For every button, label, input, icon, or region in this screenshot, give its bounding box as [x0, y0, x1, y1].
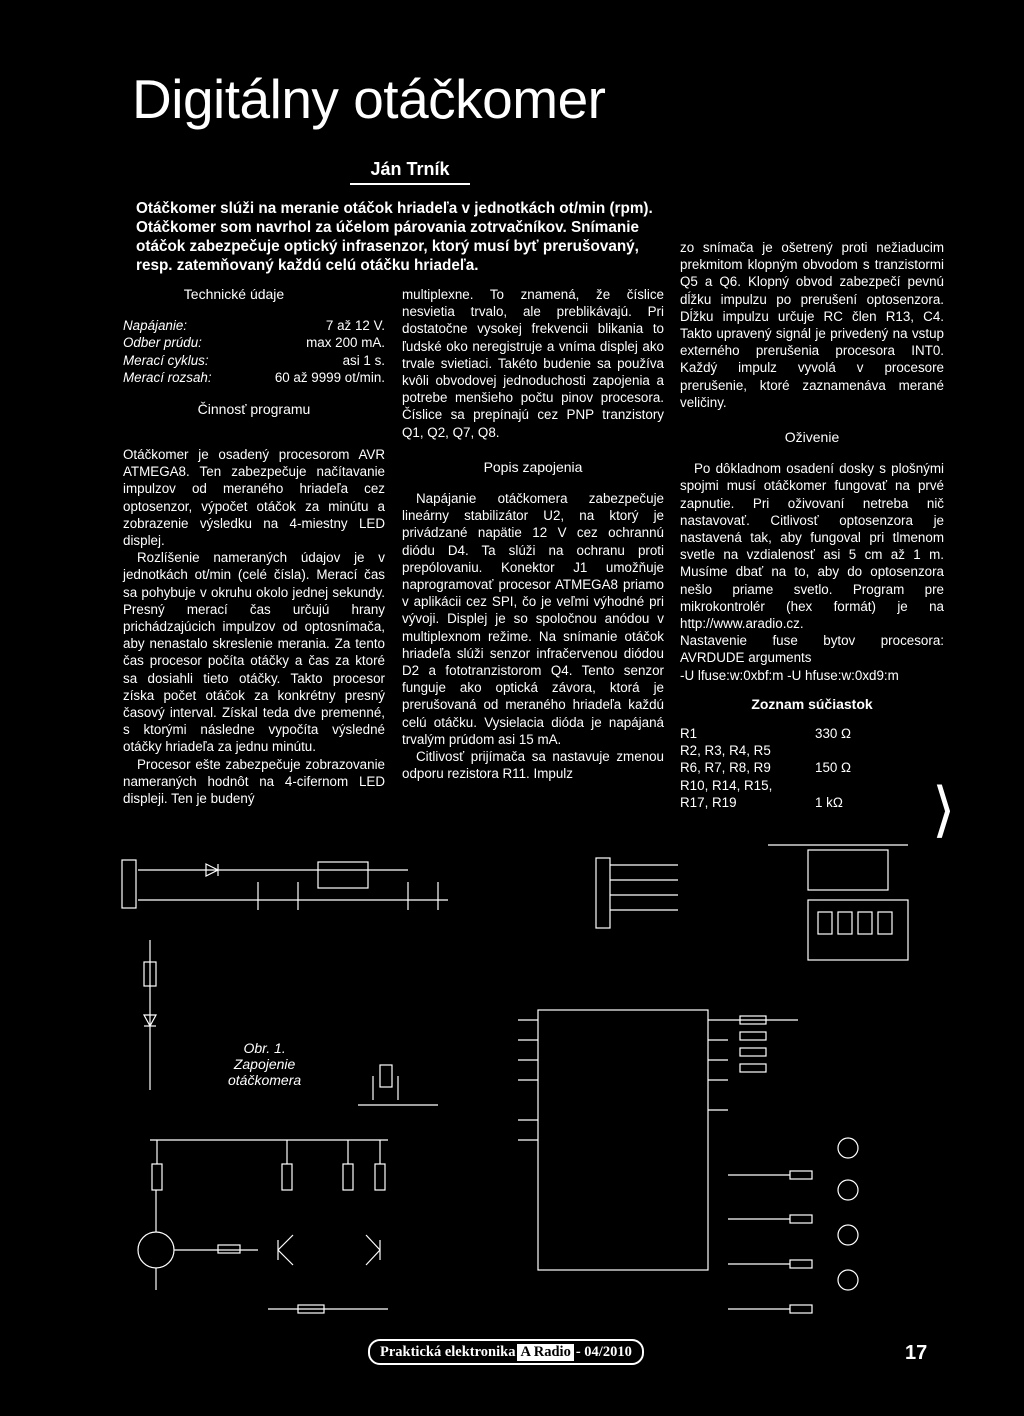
paragraph: Rozlíšenie nameraných údajov je v jednotkách ot/min (celé čísla). Merací čas sa pohybuje v okruhu okolo jednej sekundy. Presný merací čas určujú hrany prichádzajúcich impulzov od optosnímača, aby nenastalo skreslenie merania. Za tento čas procesor počíta otáčky a čas za ktoré sa dosiahli tieto otáčky. Takto procesor získa počet otáčok za konkrétny presný časový interval. Získal teda dve premenné, s ktorými následne vypočíta výsledné otáčky hriadeľa za jednu minútu.: [123, 550, 385, 755]
figure-caption: [228, 1040, 301, 1088]
parts-row: [680, 777, 944, 794]
caption-line: Zapojenie: [233, 1056, 296, 1072]
parts-row: [680, 725, 944, 742]
part-names: R17, R19: [680, 794, 737, 810]
parts-row: [680, 794, 944, 811]
column-1: [123, 446, 385, 807]
paragraph: -U lfuse:w:0xbf:m -U hfuse:w:0xd9:m: [680, 667, 899, 683]
technical-specs: [123, 286, 385, 386]
spec-value: asi 1 s.: [342, 352, 385, 368]
paragraph: Nastavenie fuse bytov procesora: AVRDUDE arguments: [680, 633, 944, 666]
part-value: [815, 742, 875, 759]
section-heading-program: [123, 401, 385, 418]
paragraph: Po dôkladnom osadení dosky s plošnými spojmi musí otáčkomer fungovať na prvé zapnutie. Pri oživovaní netreba nič nastavovať. Citlivosť optosenzora je nastavená tak, aby fungoval pri tlmenom svetle na vzdialenosť asi 5 cm až 1 m. Musíme dbať na to, aby do optosenzora nešlo priame svetlo. Program pre mikrokontrolér (hex formát) je na http://www.aradio.cz.: [680, 461, 944, 632]
caption-line: Obr. 1.: [243, 1040, 286, 1056]
part-names: R1: [680, 726, 698, 742]
magazine-subtitle: A Radio: [517, 1344, 573, 1361]
intro-paragraph: [136, 199, 676, 275]
part-names: R10, R14, R15,: [680, 777, 773, 793]
part-value: [815, 777, 875, 794]
page-title: Digitálny otáčkomer: [132, 68, 606, 130]
spec-row: [123, 334, 385, 351]
paragraph: Procesor ešte zabezpečuje zobrazovanie nameraných hodnôt na 4-cifernom LED displeji. Ten je budený: [123, 756, 385, 807]
paragraph: multiplexne. To znamená, že číslice nesvietia trvalo, ale preblikávajú. Pri dostatočne vysokej frekvencii blikania to ľudské oko neregistruje a vníma displej ako trvale svietiaci. Takéto budenie sa používa kvôli obvodovej jednoduchosti zapojenia a potrebe menšieho počtu pinov procesora. Číslice sa prepínajú cez PNP tranzistory Q1, Q2, Q7, Q8.: [402, 287, 664, 440]
heading-startup: Oživenie: [784, 429, 840, 446]
spec-key: Merací cyklus:: [123, 352, 209, 368]
column-2: [402, 286, 664, 782]
spec-value: 60 až 9999 ot/min.: [274, 369, 385, 385]
part-names: R6, R7, R8, R9: [680, 760, 771, 776]
bracket-decoration: ⟩: [932, 776, 956, 843]
paragraph: Otáčkomer je osadený procesorom AVR ATMEGA8. Ten zabezpečuje načítavanie impulzov od meraného hriadeľa cez optosenzor, výpočet otáčok za minútu a zobrazenie výsledku na 4-miestny LED displej.: [123, 447, 385, 549]
issue-number: - 04/2010: [575, 1343, 632, 1360]
spec-key: Napájanie:: [123, 318, 188, 334]
spec-key: Odber prúdu:: [123, 335, 202, 351]
paragraph: zo snímača je ošetrený proti nežiaducim prekmitom klopným obvodom s tranzistormi Q5 a Q6. Klopný obvod zabezpečí pevnú dĺžku impulzu po prerušení optosenzora. Dĺžku impulzu určuje RC člen R13, C4. Takto upravený signál je privedený na vstup externého prerušenia procesora INT0. Každý impulz vyvolá v procesore prerušenie, ktoré zaznamenáva merané veličiny.: [680, 240, 944, 410]
paragraph: Napájanie otáčkomera zabezpečuje lineárny stabilizátor U2, na ktorý je privádzané napätie 12 V cez ochrannú diódu D4. Ta slúži na ochranu proti prepólovaniu. Konektor J1 umožňuje naprogramovať procesor ATMEGA8 priamo v aplikácii cez SPI, čo je veľmi výhodné pri vývoji. Displej je so spoločnou anódou v multiplexnom režime. Na snímanie otáčok hriadeľa slúži senzor infračervenou diódou D2 a fototranzistorom Q4. Tento senzor funguje ako optická závora, ktorá je prerušovaná od meraného hriadeľa každú celú otáčku. Vysielacia dióda je napájaná trvalým prúdom asi 15 mA.: [402, 491, 664, 747]
spec-row: [123, 369, 385, 386]
author-name: Ján Trník: [350, 160, 470, 185]
intro-text: Otáčkomer slúži na meranie otáčok hriadeľa v jednotkách ot/min (rpm). Otáčkomer som navrhol za účelom párovania zotrvačníkov. Snímanie otáčok zabezpečuje optický infrasenzor, ktorý musí byť prerušovaný, resp. zatemňovaný každú celú otáčku hriadeľa.: [136, 200, 653, 274]
magazine-name: Praktická elektronika: [380, 1343, 516, 1360]
part-value: 150 Ω: [815, 760, 852, 776]
spec-value: 7 až 12 V.: [325, 318, 385, 334]
parts-row: [680, 759, 944, 776]
paragraph: Citlivosť prijímača sa nastavuje zmenou odporu rezistora R11. Impulz: [402, 749, 664, 782]
part-value: 1 kΩ: [815, 794, 843, 810]
specs-heading: Technické údaje: [183, 286, 285, 302]
spec-row: [123, 317, 385, 334]
spec-value: max 200 mA.: [306, 335, 385, 351]
page-number: 17: [905, 1342, 928, 1364]
parts-row: [680, 742, 944, 759]
spec-key: Merací rozsah:: [123, 369, 212, 385]
magazine-footer: [368, 1339, 644, 1365]
heading-parts: Zoznam súčiastok: [751, 695, 873, 712]
column-3: [680, 239, 944, 811]
caption-line: otáčkomera: [228, 1072, 302, 1088]
part-value: 330 Ω: [815, 726, 852, 742]
part-names: R2, R3, R4, R5: [680, 743, 771, 759]
heading-description: Popis zapojenia: [483, 458, 583, 475]
heading-program: Činnosť programu: [197, 401, 311, 417]
spec-row: [123, 352, 385, 369]
parts-list: [680, 725, 944, 811]
